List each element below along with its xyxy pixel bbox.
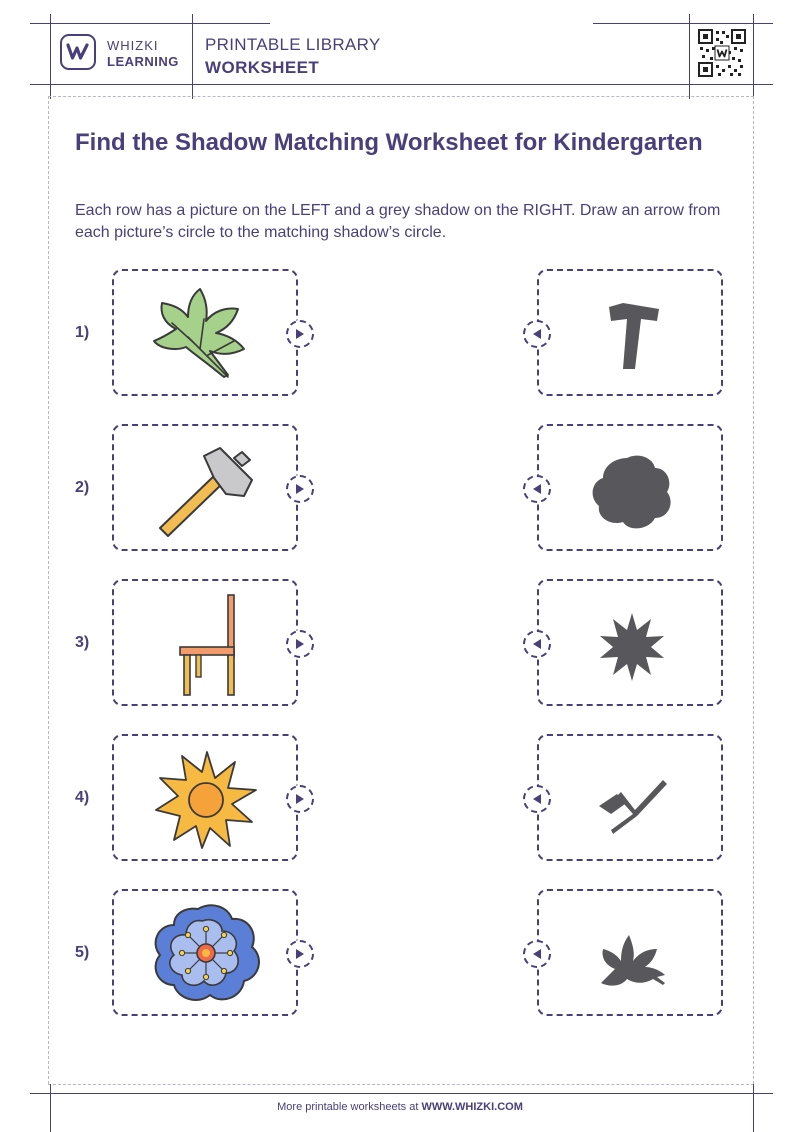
sun-icon [142,744,272,852]
back-arrow-icon [532,638,542,650]
top-dashed-guide [48,96,754,97]
picture-card [112,269,298,396]
header-right-line [689,14,690,99]
row-number: 1) [75,324,90,341]
connection-dot[interactable] [523,320,551,348]
back-arrow-icon [532,483,542,495]
leaf-icon [142,279,272,387]
connection-dot[interactable] [523,785,551,813]
connection-dot[interactable] [286,320,314,348]
shadow-card [537,424,723,551]
connection-dot[interactable] [523,630,551,658]
header-right-edge-line [753,14,754,99]
connection-dot[interactable] [523,475,551,503]
picture-card [112,424,298,551]
bottom-dashed-guide [48,1084,754,1085]
connection-dot[interactable] [523,940,551,968]
flower-shadow-icon [567,434,697,542]
header-divider-line [192,14,193,99]
w-logo-icon [66,42,90,62]
header-top-line-right [593,23,773,24]
footer-text [0,1101,800,1113]
footer-line [30,1093,773,1094]
footer-prefix: More printable worksheets at [277,1101,422,1113]
play-arrow-icon [295,328,305,340]
chair-shadow-icon [567,744,697,852]
right-dashed-guide [753,96,754,1084]
row-number: 4) [75,789,90,806]
back-arrow-icon [532,793,542,805]
whizki-logo [60,34,96,70]
row-number: 3) [75,634,90,651]
shadow-card [537,889,723,1016]
row-number: 5) [75,944,90,961]
picture-card [112,734,298,861]
back-arrow-icon [532,948,542,960]
leaf-shadow-icon [567,899,697,1007]
qr-code-icon [698,29,746,77]
hammer-shadow-icon [567,279,697,387]
flower-icon [142,899,272,1007]
shadow-card [537,269,723,396]
connection-dot[interactable] [286,630,314,658]
play-arrow-icon [295,793,305,805]
connection-dot[interactable] [286,940,314,968]
header-left-line [50,14,51,99]
brand-name-top: WHIZKI [107,38,159,53]
header-top-line [30,23,270,24]
row-number: 2) [75,479,90,496]
shadow-card [537,579,723,706]
instructions: Each row has a picture on the LEFT and a grey shadow on the RIGHT. Draw an arrow from each picture’s circle to the matching shadow’s circle. [75,202,721,241]
play-arrow-icon [295,638,305,650]
connection-dot[interactable] [286,475,314,503]
page-title: Find the Shadow Matching Worksheet for Kindergarten [75,129,703,156]
connection-dot[interactable] [286,785,314,813]
picture-card [112,889,298,1016]
shadow-card [537,734,723,861]
hammer-icon [142,434,272,542]
worksheet-label: WORKSHEET [205,58,320,77]
play-arrow-icon [295,948,305,960]
brand-name-bottom: LEARNING [107,54,179,69]
picture-card [112,579,298,706]
footer-site-link[interactable]: WWW.WHIZKI.COM [421,1101,523,1113]
library-label: PRINTABLE LIBRARY [205,35,381,54]
back-arrow-icon [532,328,542,340]
play-arrow-icon [295,483,305,495]
chair-icon [142,589,272,697]
header-bottom-line [30,84,773,85]
sun-shadow-icon [567,589,697,697]
left-dashed-guide [48,96,49,1084]
